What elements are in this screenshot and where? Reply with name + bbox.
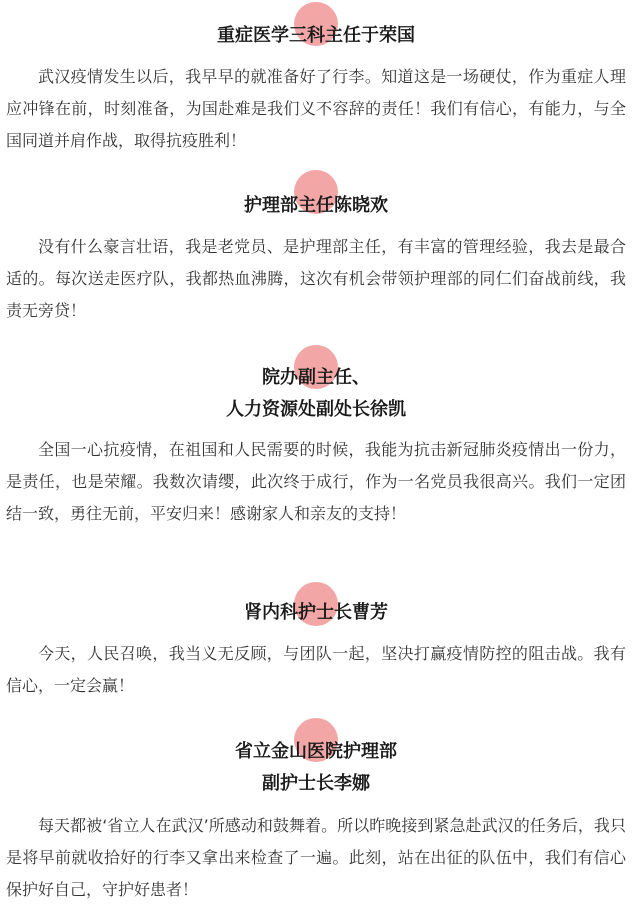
section-heading <box>0 20 632 52</box>
section-heading <box>0 736 632 800</box>
section-paragraph: 没有什么豪言壮语，我是老党员、是护理部主任，有丰富的管理经验，我去是最合适的。每次送走医疗队，我都热血沸腾，这次有机会带领护理部的同仁们奋战前线，我责无旁贷！ <box>6 237 626 320</box>
heading-line: 重症医学三科主任于荣国 <box>217 25 415 46</box>
section-heading <box>0 597 632 629</box>
heading-line: 肾内科护士长曹芳 <box>244 602 388 623</box>
heading-line: 人力资源处副处长徐凯 <box>226 399 406 420</box>
heading-line: 省立金山医院护理部 <box>235 741 397 762</box>
section-heading <box>0 362 632 426</box>
section-paragraph: 全国一心抗疫情，在祖国和人民需要的时候，我能为抗击新冠肺炎疫情出一份力，是责任，也是荣耀。我数次请缨，此次终于成行，作为一名党员我很高兴。我们一定团结一致，勇往无前，平安归来！感谢家人和亲友的支持！ <box>6 440 626 523</box>
heading-line: 副护士长李娜 <box>262 773 370 794</box>
heading-line: 护理部主任陈晓欢 <box>244 195 388 216</box>
section-paragraph: 今天，人民召唤，我当义无反顾，与团队一起，坚决打赢疫情防控的阻击战。我有信心，一定会赢！ <box>6 644 626 695</box>
section-paragraph: 每天都被‘省立人在武汉’所感动和鼓舞着。所以昨晚接到紧急赴武汉的任务后，我只是将早前就收拾好的行李又拿出来检查了一遍。此刻，站在出征的队伍中，我们有信心保护好自己，守护好患者！ <box>6 816 626 899</box>
section-heading <box>0 190 632 222</box>
section-paragraph: 武汉疫情发生以后，我早早的就准备好了行李。知道这是一场硬仗，作为重症人理应冲锋在前，时刻准备，为国赴难是我们义不容辞的责任！我们有信心，有能力，与全国同道并肩作战，取得抗疫胜利！ <box>6 67 626 150</box>
heading-line: 院办副主任、 <box>262 367 370 388</box>
